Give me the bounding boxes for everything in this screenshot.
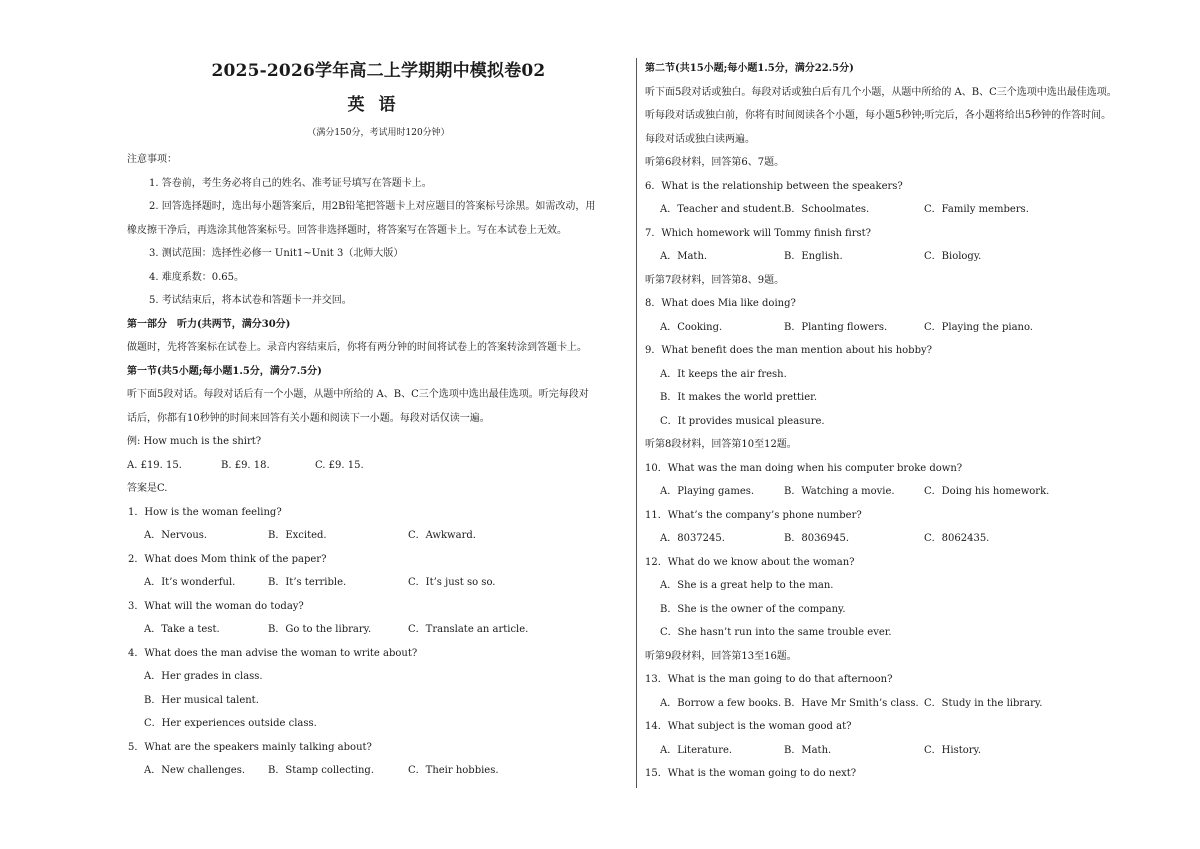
option: A．Take a test. [144,624,220,635]
options-row [645,480,1155,504]
question: 8．What does Mia like doing? [645,298,796,309]
option: A．Her grades in class. [144,671,263,682]
note-item: 5. 考试结束后，将本试卷和答题卡一并交回。 [149,295,352,306]
option: A．It keeps the air fresh. [660,368,787,380]
section1-intro: 听下面5段对话。每段对话后有一个小题，从题中所给的 A、B、C三个选项中选出最佳选项。听完每段对 [127,389,589,400]
example-question: 例: How much is the shirt? [127,436,262,447]
option: A．She is a great help to the man. [660,580,834,591]
question: 14．What subject is the woman good at? [645,721,852,732]
question: 10．What was the man doing when his computer broke down? [645,462,963,474]
option: B．It makes the world prettier. [660,392,818,403]
material-heading: 听第7段材料，回答第8、9题。 [645,274,785,286]
example-option: B. £9. 18. [221,459,270,471]
question: 13．What is the man going to do that afternoon? [645,674,893,685]
subject-title: 英语 [347,95,410,115]
question: 4．What does the man advise the woman to write about? [128,647,418,659]
option: B．Have Mr Smith’s class. [784,697,919,709]
option: A．It’s wonderful. [144,577,236,588]
option: B．Schoolmates. [784,204,870,215]
column-divider [636,58,637,788]
option: C．Doing his homework. [924,486,1050,497]
options-row [645,316,1155,340]
section2-intro: 每段对话或独白读两遍。 [645,133,755,145]
material-heading: 听第8段材料，回答第10至12题。 [645,439,797,450]
material-heading: 听第9段材料，回答第13至16题。 [645,650,797,662]
options-row [645,245,1155,269]
right-column [645,57,1155,786]
option: B．Planting flowers. [784,321,888,333]
option: B．Her musical talent. [144,694,259,706]
option: B．Stamp collecting. [268,765,375,776]
question: 9．What benefit does the man mention about his hobby? [645,345,932,356]
note-item: 2. 回答选择题时，选出每小题答案后，用2B铅笔把答题卡上对应题目的答案标号涂黑。如需改动，用 [149,201,596,212]
note-item: 3. 测试范围：选择性必修一 Unit1~Unit 3（北师大版） [149,248,404,259]
options-row [127,618,630,642]
example-answer: 答案是C. [127,483,168,494]
question: 6．What is the relationship between the speakers? [645,180,903,192]
notes-heading: 注意事项： [127,154,177,165]
question: 15．What is the woman going to do next? [645,768,857,779]
option: B．Watching a movie. [784,486,895,497]
option: A．Teacher and student. [660,204,785,215]
material-heading: 听第6段材料，回答第6、7题。 [645,157,785,168]
example-options [127,454,630,478]
options-row [645,527,1155,551]
option: B．8036945. [784,533,850,544]
option: C．It’s just so so. [408,577,496,588]
question: 1．How is the woman feeling? [128,506,282,518]
option: C．She hasn’t run into the same trouble ever. [660,627,892,638]
options-row [127,759,630,783]
option: C．History. [924,744,982,756]
part1-intro: 做题时，先将答案标在试卷上。录音内容结束后，你将有两分钟的时间将试卷上的答案转涂到答题卡上。 [127,342,587,353]
note-item: 橡皮擦干净后，再选涂其他答案标号。回答非选择题时，将答案写在答题卡上。写在本试卷上无效。 [127,224,567,236]
example-option: C. £9. 15. [315,459,364,471]
option: C．Translate an article. [408,624,529,635]
question: 7．Which homework will Tommy finish first? [645,227,872,239]
option: C．Biology. [924,251,982,262]
option: C．Awkward. [408,530,476,541]
option: B．It’s terrible. [268,577,347,588]
left-column [127,148,630,783]
option: C．Her experiences outside class. [144,718,317,729]
exam-title: 2025-2026学年高二上学期期中模拟卷02 [211,61,546,81]
part1-heading: 第一部分 听力(共两节，满分30分) [127,318,291,330]
option: A．Nervous. [144,530,208,541]
option: B．English. [784,251,843,262]
section2-intro: 听下面5段对话或独白。每段对话或独白后有几个小题，从题中所给的 A、B、C三个选项中选出最佳选项。 [645,86,1117,98]
option: A．Borrow a few books. [660,697,782,709]
question: 12．What do we know about the woman? [645,556,855,568]
options-row [127,524,630,548]
question: 5．What are the speakers mainly talking about? [128,741,372,753]
section1-heading: 第一节(共5小题;每小题1.5分，满分7.5分) [127,365,322,377]
option: C．Study in the library. [924,697,1043,709]
section1-intro: 话后，你都有10秒钟的时间来回答有关小题和阅读下一小题。每段对话仅读一遍。 [127,412,490,424]
options-row [645,198,1155,222]
option: A．Cooking. [660,321,723,333]
options-row [645,692,1155,716]
option: A．Literature. [660,744,733,756]
option: B．Go to the library. [268,624,372,635]
options-row [645,739,1155,763]
option: C．8062435. [924,533,990,544]
option: A．New challenges. [144,765,246,776]
option: C．Playing the piano. [924,321,1033,333]
option: A．8037245. [660,533,725,544]
option: C．Their hobbies. [408,765,499,776]
question: 11．What’s the company’s phone number? [645,509,862,521]
score-note: （满分150分，考试用时120分钟） [307,128,450,138]
option: A．Playing games. [660,486,755,497]
section2-intro: 听每段对话或独白前，你将有时间阅读各个小题，每小题5秒钟;听完后，各小题将给出5秒钟的作答时间。 [645,110,1112,121]
question: 3．What will the woman do today? [128,600,304,612]
option: C．Family members. [924,204,1029,215]
option: B．Math. [784,744,832,756]
option: A．Math. [660,251,708,262]
options-row [127,571,630,595]
option: C．It provides musical pleasure. [660,415,825,427]
option: B．Excited. [268,530,327,541]
note-item: 4. 难度系数：0.65。 [149,271,244,283]
section2-heading: 第二节(共15小题;每小题1.5分，满分22.5分) [645,63,854,74]
note-item: 1. 答卷前，考生务必将自己的姓名、准考证号填写在答题卡上。 [149,177,432,189]
option: B．She is the owner of the company. [660,603,846,615]
example-option: A. £19. 15. [127,459,182,471]
question: 2．What does Mom think of the paper? [128,553,327,565]
